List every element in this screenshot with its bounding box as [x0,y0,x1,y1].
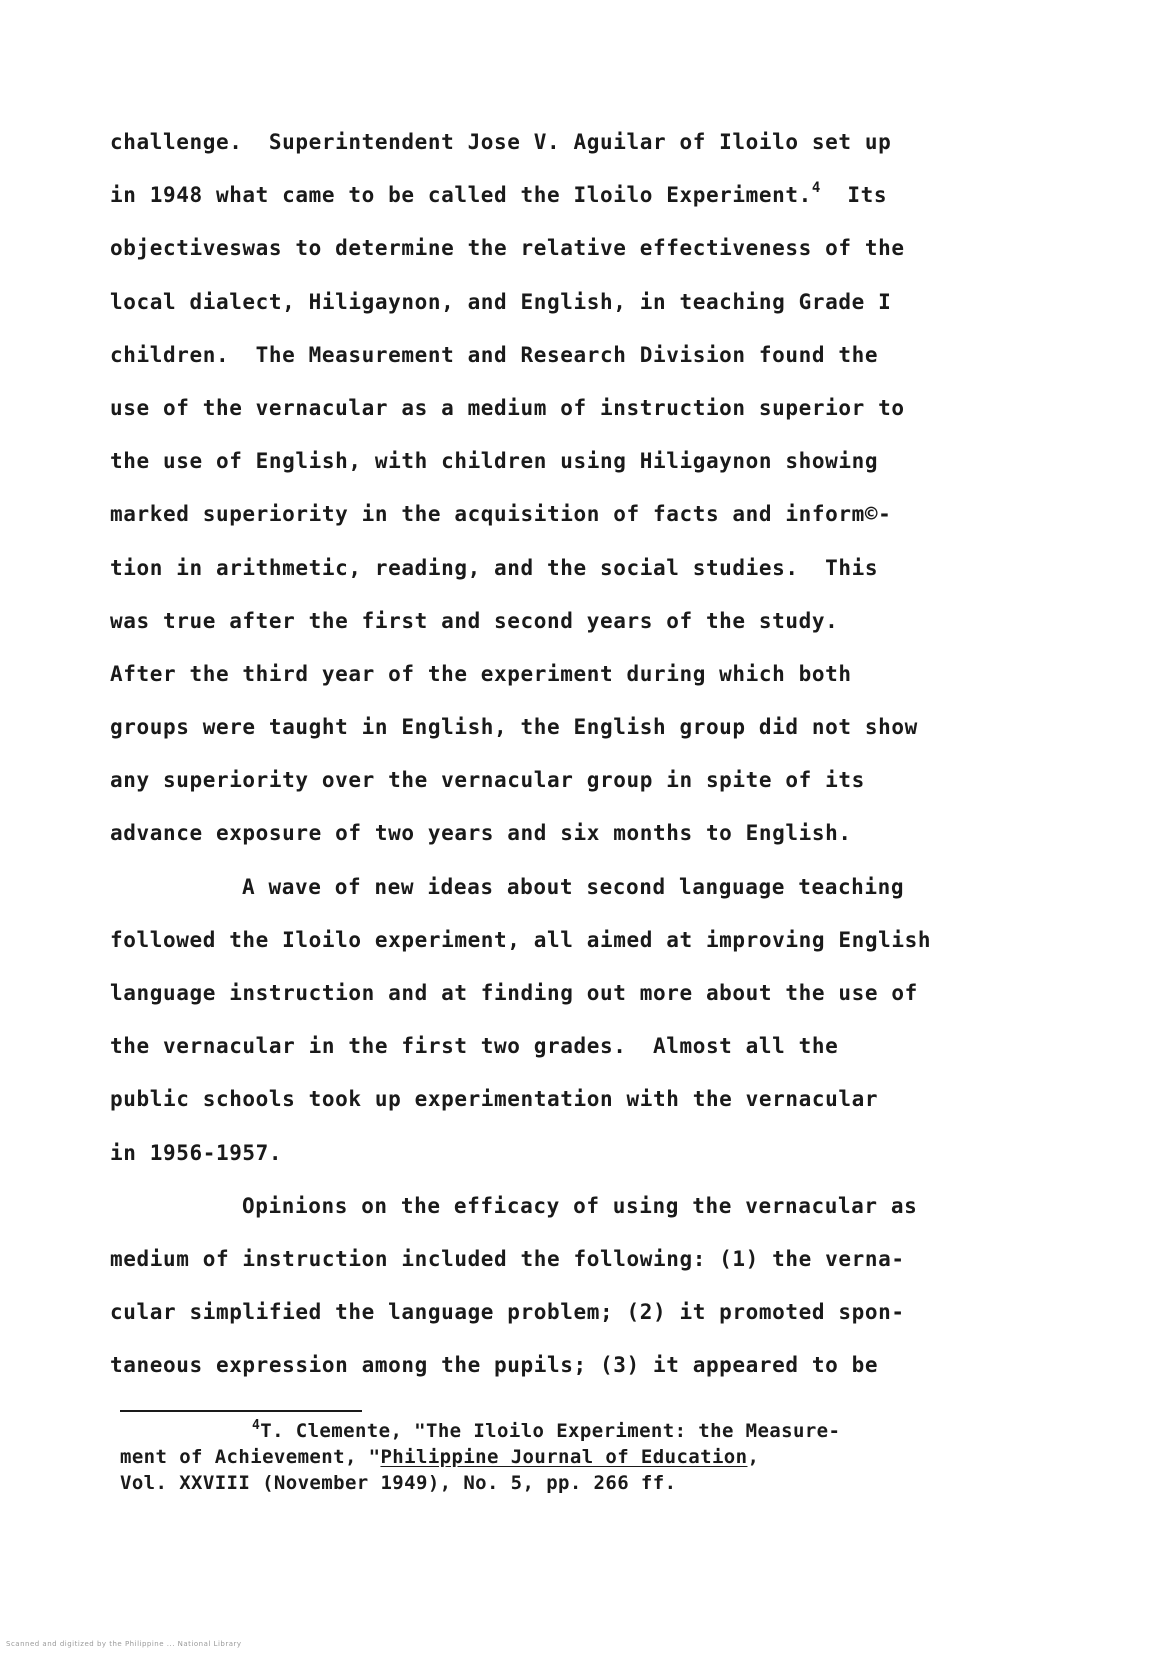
text-line: the vernacular in the first two grades. Almost all the [110,1034,839,1059]
scan-watermark: Scanned and digitized by the Philippine ... National Library [6,1640,242,1648]
text-line: local dialect, Hiligaynon, and English, in teaching Grade I [110,289,892,314]
footnote-mark: 4 [252,1418,261,1433]
paragraph-start-line: Opinions on the efficacy of using the vernacular as [242,1193,918,1218]
footnote-text: ment of Achievement, " [120,1446,381,1468]
footnote-text: , [747,1446,760,1468]
text-line: was true after the first and second years of the study. [110,608,839,633]
text-line: medium of instruction included the following: (1) the verna- [110,1246,905,1271]
footnote-line: Vol. XXVIII (November 1949), No. 5, pp. 266 ff. [120,1472,677,1494]
footnote [120,1418,1050,1496]
text-line: the use of English, with children using Hiligaynon showing [110,449,879,474]
footnote-line [120,1444,1050,1470]
text-line: public schools took up experimentation with the vernacular [110,1087,879,1112]
text-line: marked superiority in the acquisition of facts and inform©- [110,502,892,527]
text-line [110,175,1070,228]
text-line: advance exposure of two years and six months to English. [110,821,852,846]
footnote-separator-rule [120,1410,362,1412]
text-line: children. The Measurement and Research Division found the [110,342,879,367]
journal-title: Philippine Journal of Education [380,1446,748,1468]
text-line: groups were taught in English, the English group did not show [110,715,918,740]
text-line: taneous expression among the pupils; (3) it appeared to be [110,1353,879,1378]
text-line: challenge. Superintendent Jose V. Aguilar of Iloilo set up [110,130,892,154]
text-line: in 1956-1957. [110,1140,283,1165]
footnote-text: T. Clemente, "The Iloilo Experiment: the Measure- [260,1420,841,1442]
text-line-segment: Its [820,183,888,208]
text-line: followed the Iloilo experiment, all aimed at improving English [110,927,932,952]
footnote-line [120,1418,1050,1444]
text-line: cular simplified the language problem; (2) it promoted spon- [110,1300,905,1325]
text-line: any superiority over the vernacular group in spite of its [110,768,865,793]
body-text [110,122,1070,1399]
text-line: objectiveswas to determine the relative effectiveness of the [110,236,905,261]
text-line-segment: in 1948 what came to be called the Iloilo Experiment. [110,183,812,208]
text-line: use of the vernacular as a medium of instruction superior to [110,395,905,420]
paragraph-start-line: A wave of new ideas about second language teaching [242,874,905,899]
footnote-reference: 4 [811,180,821,197]
text-line: language instruction and at finding out more about the use of [110,981,918,1005]
text-line: After the third year of the experiment during which both [110,661,852,686]
text-line: tion in arithmetic, reading, and the social studies. This [110,555,879,580]
